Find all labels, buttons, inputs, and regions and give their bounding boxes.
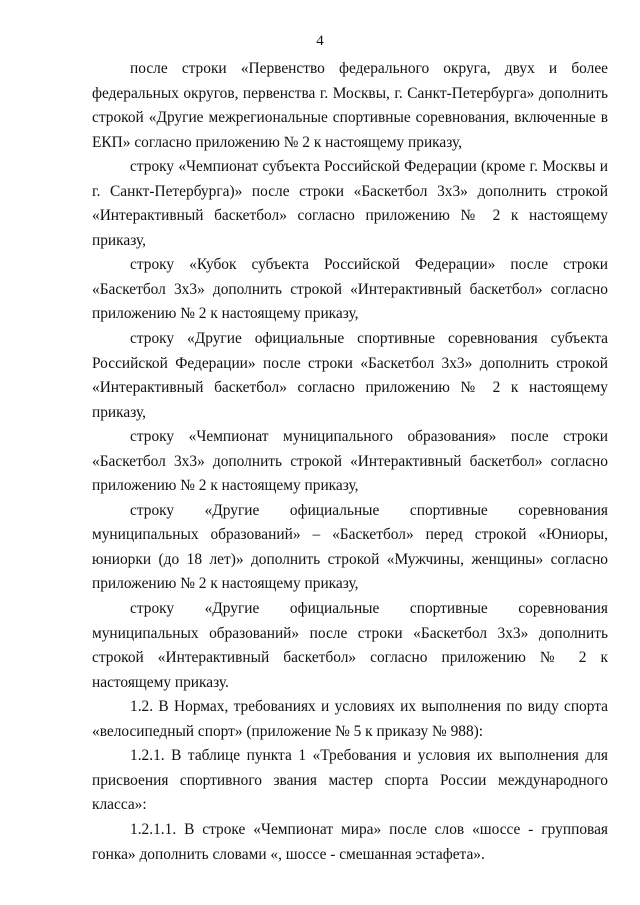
paragraph: 1.2.1. В таблице пункта 1 «Требования и условия их выполнения для присвоения спортивного звания мастер спорта России международного класса»: (92, 747, 608, 814)
paragraph: строку «Чемпионат муниципального образования» после строки «Баскетбол 3х3» дополнить строкой «Интерактивный баскетбол» согласно приложению № 2 к настоящему приказу, (92, 428, 608, 495)
page-number: 4 (316, 33, 324, 49)
paragraph: строку «Кубок субъекта Российской Федерации» после строки «Баскетбол 3х3» дополнить строкой «Интерактивный баскетбол» согласно приложению № 2 к настоящему приказу, (92, 256, 608, 323)
paragraph: после строки «Первенство федерального округа, двух и более федеральных округов, первенства г. Москвы, г. Санкт-Петербурга» дополнить строкой «Другие межрегиональные спортивные соревнования, включенные в ЕКП» согласно приложению № 2 к настоящему приказу, (92, 60, 608, 151)
paragraph: строку «Чемпионат субъекта Российской Федерации (кроме г. Москвы и г. Санкт-Петербурга)» после строки «Баскетбол 3х3» дополнить строкой «Интерактивный баскетбол» согласно приложению № 2 к настоящему приказу, (92, 158, 608, 249)
document-body (92, 57, 608, 867)
paragraph: строку «Другие официальные спортивные соревнования муниципальных образований» после строки «Баскетбол 3х3» дополнить строкой «Интерактивный баскетбол» согласно приложению № 2 к настоящему приказу. (92, 600, 608, 691)
paragraph: 1.2.1.1. В строке «Чемпионат мира» после слов «шоссе - групповая гонка» дополнить словами «, шоссе - смешанная эстафета». (92, 820, 608, 863)
paragraph: строку «Другие официальные спортивные соревнования муниципальных образований» – «Баскетбол» перед строкой «Юниоры, юниорки (до 18 лет)» дополнить строкой «Мужчины, женщины» согласно приложению № 2 к настоящему приказу, (92, 501, 608, 593)
paragraph: 1.2. В Нормах, требованиях и условиях их выполнения по виду спорта «велосипедный спорт» (приложение № 5 к приказу № 988): (92, 698, 608, 740)
paragraph: строку «Другие официальные спортивные соревнования субъекта Российской Федерации» после строки «Баскетбол 3х3» дополнить строкой «Интерактивный баскетбол» согласно приложению № 2 к настоящему приказу, (92, 330, 608, 421)
